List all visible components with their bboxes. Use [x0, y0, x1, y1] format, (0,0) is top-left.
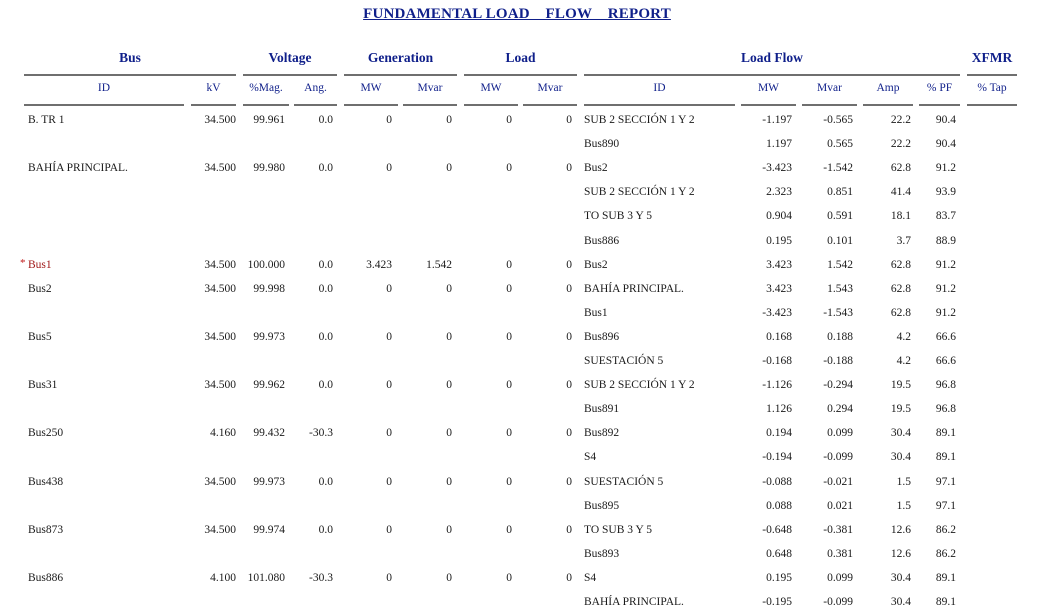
flow-mvar: 0.101 — [827, 235, 853, 247]
flow-id: Bus892 — [584, 427, 620, 439]
flow-mvar: -1.543 — [823, 307, 853, 319]
gen-mvar: 1.542 — [426, 259, 452, 271]
bus-id: Bus438 — [28, 476, 64, 488]
flow-mw: 0.648 — [766, 548, 792, 560]
flow-amp: 30.4 — [890, 451, 911, 463]
flow-pf: 91.2 — [935, 162, 956, 174]
header-flow-mw: MW — [757, 82, 780, 94]
flow-amp: 22.2 — [890, 114, 911, 126]
header-flow-mvar: Mvar — [817, 82, 842, 94]
flow-id: Bus2 — [584, 259, 608, 271]
bus-kv: 34.500 — [204, 283, 236, 295]
flow-mvar: 0.381 — [827, 548, 853, 560]
group-xfmr: XFMR — [971, 50, 1013, 65]
flow-mw: -0.195 — [762, 596, 792, 608]
bus-mag: 99.980 — [253, 162, 285, 174]
flow-amp: 30.4 — [890, 427, 911, 439]
flow-mw: -0.194 — [762, 451, 792, 463]
header-rule-tap — [967, 104, 1017, 106]
load-mw: 0 — [506, 114, 512, 126]
load-mvar: 0 — [566, 524, 572, 536]
flow-mw: 1.126 — [766, 403, 792, 415]
header-tap: % Tap — [977, 82, 1007, 94]
flow-amp: 4.2 — [896, 355, 911, 367]
group-load: Load — [505, 50, 536, 65]
flow-id: SUB 2 SECCIÓN 1 Y 2 — [584, 114, 695, 126]
flow-mw: -1.126 — [762, 379, 792, 391]
bus-mag: 99.973 — [253, 476, 285, 488]
bus-mag: 99.962 — [253, 379, 285, 391]
load-mvar: 0 — [566, 331, 572, 343]
header-rule-amp — [863, 104, 913, 106]
flow-pf: 90.4 — [935, 138, 956, 150]
flow-id: Bus891 — [584, 403, 620, 415]
load-mw: 0 — [506, 283, 512, 295]
flow-amp: 1.5 — [896, 500, 911, 512]
flow-amp: 1.5 — [896, 476, 911, 488]
header-gen-mvar: Mvar — [417, 82, 443, 94]
gen-mvar: 0 — [446, 162, 452, 174]
flow-mvar: -0.099 — [823, 451, 853, 463]
group-rule-bus — [24, 74, 236, 76]
flow-pf: 97.1 — [935, 500, 956, 512]
report-title: FUNDAMENTAL LOAD FLOW REPORT — [363, 6, 671, 22]
flow-mw: 0.904 — [766, 210, 792, 222]
load-mvar: 0 — [566, 259, 572, 271]
group-voltage: Voltage — [268, 50, 312, 65]
load-mw: 0 — [506, 162, 512, 174]
flow-mvar: -0.381 — [823, 524, 853, 536]
flow-mw: 2.323 — [766, 186, 792, 198]
header-load-mvar: Mvar — [537, 82, 563, 94]
header-rule-flow-mvar — [802, 104, 857, 106]
header-load-mw: MW — [480, 82, 502, 94]
flow-pf: 89.1 — [935, 451, 956, 463]
bus-id: Bus5 — [28, 331, 52, 343]
header-rule-load-mw — [464, 104, 518, 106]
flow-id: TO SUB 3 Y 5 — [584, 210, 652, 222]
flow-mvar: -0.021 — [823, 476, 853, 488]
header-ang: Ang. — [304, 82, 327, 94]
flow-pf: 89.1 — [935, 427, 956, 439]
flow-amp: 62.8 — [890, 259, 911, 271]
flow-mvar: 0.851 — [827, 186, 853, 198]
flow-id: SUESTACIÓN 5 — [584, 476, 664, 488]
flow-pf: 96.8 — [935, 403, 956, 415]
gen-mw: 0 — [386, 379, 392, 391]
load-mw: 0 — [506, 572, 512, 584]
flow-id: Bus893 — [584, 548, 620, 560]
flow-mvar: 1.542 — [827, 259, 853, 271]
gen-mvar: 0 — [446, 572, 452, 584]
group-bus: Bus — [119, 50, 141, 65]
bus-ang: 0.0 — [318, 476, 333, 488]
flow-id: SUB 2 SECCIÓN 1 Y 2 — [584, 379, 695, 391]
header-rule-ang — [294, 104, 337, 106]
group-rule-load-flow — [584, 74, 960, 76]
flow-amp: 62.8 — [890, 162, 911, 174]
flow-pf: 86.2 — [935, 548, 956, 560]
flow-pf: 83.7 — [935, 210, 956, 222]
header-rule-load-mvar — [523, 104, 577, 106]
gen-mw: 0 — [386, 427, 392, 439]
flow-mvar: -1.542 — [823, 162, 853, 174]
flow-mvar: 0.294 — [827, 403, 853, 415]
flow-mvar: 0.591 — [827, 210, 853, 222]
flow-amp: 18.1 — [890, 210, 911, 222]
header-amp: Amp — [876, 82, 900, 94]
flow-amp: 12.6 — [890, 548, 911, 560]
header-rule-gen-mvar — [403, 104, 457, 106]
load-mvar: 0 — [566, 427, 572, 439]
flow-mw: -0.168 — [762, 355, 792, 367]
flow-mvar: 0.021 — [827, 500, 853, 512]
header-rule-flow-mw — [741, 104, 796, 106]
flow-amp: 3.7 — [896, 235, 911, 247]
bus-ang: 0.0 — [318, 162, 333, 174]
gen-mvar: 0 — [446, 114, 452, 126]
bus-ang: 0.0 — [318, 524, 333, 536]
header-pf: % PF — [926, 82, 953, 94]
bus-kv: 4.160 — [210, 427, 236, 439]
bus-mag: 99.973 — [253, 331, 285, 343]
gen-mvar: 0 — [446, 524, 452, 536]
load-mvar: 0 — [566, 476, 572, 488]
load-mvar: 0 — [566, 572, 572, 584]
header-rule-mag — [243, 104, 289, 106]
group-load-flow: Load Flow — [741, 50, 803, 65]
flow-amp: 62.8 — [890, 283, 911, 295]
flow-pf: 91.2 — [935, 259, 956, 271]
flow-pf: 91.2 — [935, 283, 956, 295]
flow-id: SUB 2 SECCIÓN 1 Y 2 — [584, 186, 695, 198]
gen-mw: 0 — [386, 524, 392, 536]
flow-mvar: 0.565 — [827, 138, 853, 150]
bus-mag: 99.998 — [253, 283, 285, 295]
flow-pf: 91.2 — [935, 307, 956, 319]
bus-id: Bus250 — [28, 427, 64, 439]
flow-mvar: 0.099 — [827, 427, 853, 439]
bus-ang: 0.0 — [318, 283, 333, 295]
flow-mw: 1.197 — [766, 138, 792, 150]
bus-mag: 101.080 — [247, 572, 285, 584]
bus-ang: -30.3 — [309, 427, 333, 439]
load-mw: 0 — [506, 379, 512, 391]
gen-mvar: 0 — [446, 427, 452, 439]
flow-mvar: 0.099 — [827, 572, 853, 584]
bus-id: Bus886 — [28, 572, 64, 584]
flow-id: TO SUB 3 Y 5 — [584, 524, 652, 536]
flow-mw: -0.088 — [762, 476, 792, 488]
flow-id: SUESTACIÓN 5 — [584, 355, 664, 367]
flow-amp: 62.8 — [890, 307, 911, 319]
load-mw: 0 — [506, 476, 512, 488]
flow-id: Bus2 — [584, 162, 608, 174]
gen-mw: 0 — [386, 476, 392, 488]
gen-mvar: 0 — [446, 331, 452, 343]
flow-mw: 0.195 — [766, 235, 792, 247]
flow-id: S4 — [584, 451, 597, 463]
bus-id: BAHÍA PRINCIPAL. — [28, 162, 128, 174]
flow-pf: 90.4 — [935, 114, 956, 126]
bus-ang: 0.0 — [318, 331, 333, 343]
flow-pf: 89.1 — [935, 596, 956, 608]
bus-id: Bus31 — [28, 379, 58, 391]
group-rule-generation — [344, 74, 457, 76]
bus-mag: 99.961 — [253, 114, 285, 126]
bus-id: B. TR 1 — [28, 114, 65, 126]
header-rule-bus-id — [24, 104, 184, 106]
flow-mw: -3.423 — [762, 307, 792, 319]
flow-mvar: -0.188 — [823, 355, 853, 367]
gen-mvar: 0 — [446, 379, 452, 391]
flow-id: Bus896 — [584, 331, 620, 343]
flow-amp: 19.5 — [890, 379, 911, 391]
bus-id: Bus873 — [28, 524, 64, 536]
flow-id: BAHÍA PRINCIPAL. — [584, 283, 684, 295]
group-generation: Generation — [367, 50, 434, 65]
flow-amp: 30.4 — [890, 572, 911, 584]
flow-amp: 30.4 — [890, 596, 911, 608]
flow-amp: 41.4 — [890, 186, 911, 198]
flow-mw: -0.648 — [762, 524, 792, 536]
flow-pf: 66.6 — [935, 331, 956, 343]
flow-id: BAHÍA PRINCIPAL. — [584, 596, 684, 608]
flow-mvar: -0.565 — [823, 114, 853, 126]
flow-id: Bus890 — [584, 138, 620, 150]
bus-id: Bus1 — [28, 259, 52, 271]
flow-pf: 97.1 — [935, 476, 956, 488]
load-mw: 0 — [506, 427, 512, 439]
load-mvar: 0 — [566, 114, 572, 126]
flow-mw: -3.423 — [762, 162, 792, 174]
flow-mw: 0.194 — [766, 427, 792, 439]
bus-ang: 0.0 — [318, 114, 333, 126]
flow-id: Bus1 — [584, 307, 608, 319]
header-gen-mw: MW — [360, 82, 382, 94]
flow-pf: 89.1 — [935, 572, 956, 584]
header-rule-gen-mw — [344, 104, 398, 106]
flow-id: Bus895 — [584, 500, 620, 512]
load-mvar: 0 — [566, 379, 572, 391]
flow-pf: 96.8 — [935, 379, 956, 391]
gen-mvar: 0 — [446, 283, 452, 295]
gen-mvar: 0 — [446, 476, 452, 488]
flow-id: S4 — [584, 572, 597, 584]
flow-pf: 66.6 — [935, 355, 956, 367]
load-mw: 0 — [506, 524, 512, 536]
gen-mw: 3.423 — [366, 259, 392, 271]
group-rule-load — [464, 74, 577, 76]
flow-amp: 22.2 — [890, 138, 911, 150]
load-mvar: 0 — [566, 162, 572, 174]
header-rule-flow-id — [584, 104, 735, 106]
flow-mw: 0.168 — [766, 331, 792, 343]
header-mag: %Mag. — [249, 82, 283, 94]
header-rule-kv — [191, 104, 236, 106]
bus-mag: 99.974 — [253, 524, 285, 536]
header-flow-id: ID — [653, 82, 666, 94]
flow-mw: 3.423 — [766, 259, 792, 271]
bus-kv: 34.500 — [204, 114, 236, 126]
flow-mvar: 0.188 — [827, 331, 853, 343]
flow-mw: -1.197 — [762, 114, 792, 126]
flow-pf: 93.9 — [935, 186, 956, 198]
flow-amp: 19.5 — [890, 403, 911, 415]
bus-kv: 34.500 — [204, 476, 236, 488]
header-kv: kV — [206, 82, 221, 94]
swing-bus-marker: * — [20, 257, 26, 269]
load-mvar: 0 — [566, 283, 572, 295]
bus-kv: 34.500 — [204, 162, 236, 174]
flow-pf: 88.9 — [935, 235, 956, 247]
bus-kv: 34.500 — [204, 379, 236, 391]
bus-ang: 0.0 — [318, 379, 333, 391]
header-bus-id: ID — [97, 82, 111, 94]
group-rule-xfmr — [967, 74, 1017, 76]
bus-kv: 34.500 — [204, 331, 236, 343]
load-mw: 0 — [506, 259, 512, 271]
bus-id: Bus2 — [28, 283, 52, 295]
gen-mw: 0 — [386, 114, 392, 126]
bus-kv: 34.500 — [204, 259, 236, 271]
gen-mw: 0 — [386, 331, 392, 343]
gen-mw: 0 — [386, 572, 392, 584]
flow-pf: 86.2 — [935, 524, 956, 536]
flow-amp: 12.6 — [890, 524, 911, 536]
flow-amp: 4.2 — [896, 331, 911, 343]
load-mw: 0 — [506, 331, 512, 343]
bus-mag: 99.432 — [253, 427, 285, 439]
bus-mag: 100.000 — [247, 259, 285, 271]
flow-mvar: 1.543 — [827, 283, 853, 295]
flow-mw: 0.088 — [766, 500, 792, 512]
header-rule-pf — [919, 104, 960, 106]
bus-ang: -30.3 — [309, 572, 333, 584]
bus-kv: 34.500 — [204, 524, 236, 536]
flow-mw: 3.423 — [766, 283, 792, 295]
flow-mvar: -0.099 — [823, 596, 853, 608]
group-rule-voltage — [243, 74, 337, 76]
bus-ang: 0.0 — [318, 259, 333, 271]
flow-id: Bus886 — [584, 235, 620, 247]
gen-mw: 0 — [386, 283, 392, 295]
bus-kv: 4.100 — [210, 572, 236, 584]
flow-mvar: -0.294 — [823, 379, 853, 391]
gen-mw: 0 — [386, 162, 392, 174]
flow-mw: 0.195 — [766, 572, 792, 584]
